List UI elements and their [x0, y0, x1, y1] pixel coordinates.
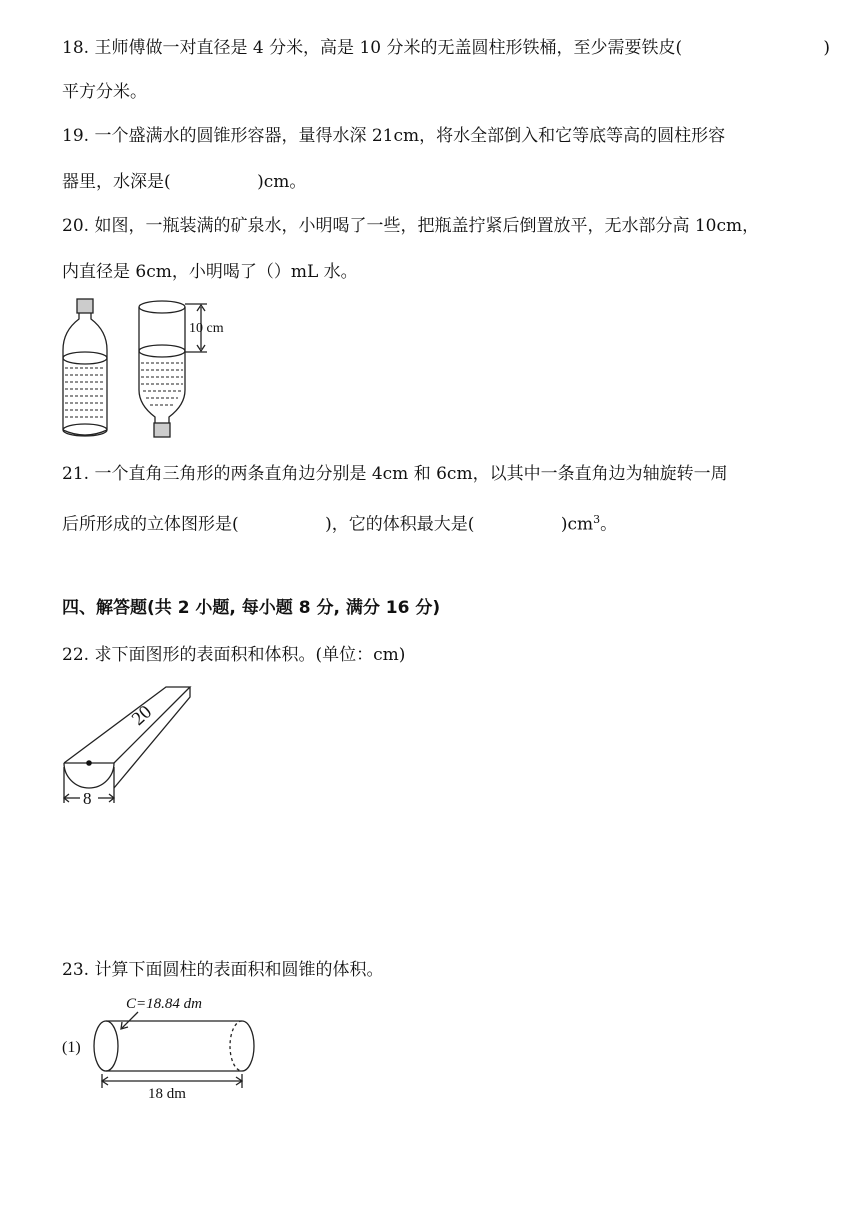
q22-length-label: 20 [127, 701, 157, 730]
q23-part-label: (1) [62, 1039, 81, 1056]
q23-text: 23. 计算下面圆柱的表面积和圆锥的体积。 [62, 960, 384, 980]
q20-dimension-label: 10 cm [189, 321, 224, 336]
upright-bottle [63, 299, 107, 436]
q19-line2: 器里，水深是( )cm。 [62, 172, 307, 192]
q22-half-cylinder-figure [58, 675, 208, 810]
q23-cylinder-figure [58, 990, 278, 1100]
q21-line1: 21. 一个直角三角形的两条直角边分别是 4cm 和 6cm，以其中一条直角边为轴旋转一周 [62, 464, 728, 484]
q18-line2: 平方分米。 [62, 82, 147, 102]
q21-superscript: 3 [593, 513, 601, 526]
q23-length-label: 18 dm [148, 1086, 186, 1102]
q20-line1: 20. 如图，一瓶装满的矿泉水，小明喝了一些，把瓶盖拧紧后倒置放平，无水部分高 10cm， [62, 216, 760, 236]
q18-line1 [62, 36, 830, 60]
q18-text: 18. 王师傅做一对直径是 4 分米，高是 10 分米的无盖圆柱形铁桶，至少需要铁皮( [62, 38, 683, 58]
q20-line2: 内直径是 6cm，小明喝了（）mL 水。 [62, 262, 358, 282]
q22-text: 22. 求下面图形的表面积和体积。(单位：cm) [62, 645, 406, 665]
q18-bracket-close: ) [823, 38, 830, 58]
q21-text: 后所形成的立体图形是( )，它的体积最大是( )cm [62, 514, 594, 535]
q22-width-label: 8 [83, 789, 92, 808]
q21-line2 [62, 508, 617, 537]
section-4-heading: 四、解答题(共 2 小题, 每小题 8 分, 满分 16 分) [62, 598, 441, 618]
q19-line1: 19. 一个盛满水的圆锥形容器，量得水深 21cm，将水全部倒入和它等底等高的圆柱形容 [62, 126, 726, 146]
q23-circumference-label: C=18.84 dm [126, 996, 202, 1012]
center-dot [86, 760, 92, 766]
q21-end: 。 [600, 514, 618, 535]
q20-bottles-figure [55, 295, 255, 445]
